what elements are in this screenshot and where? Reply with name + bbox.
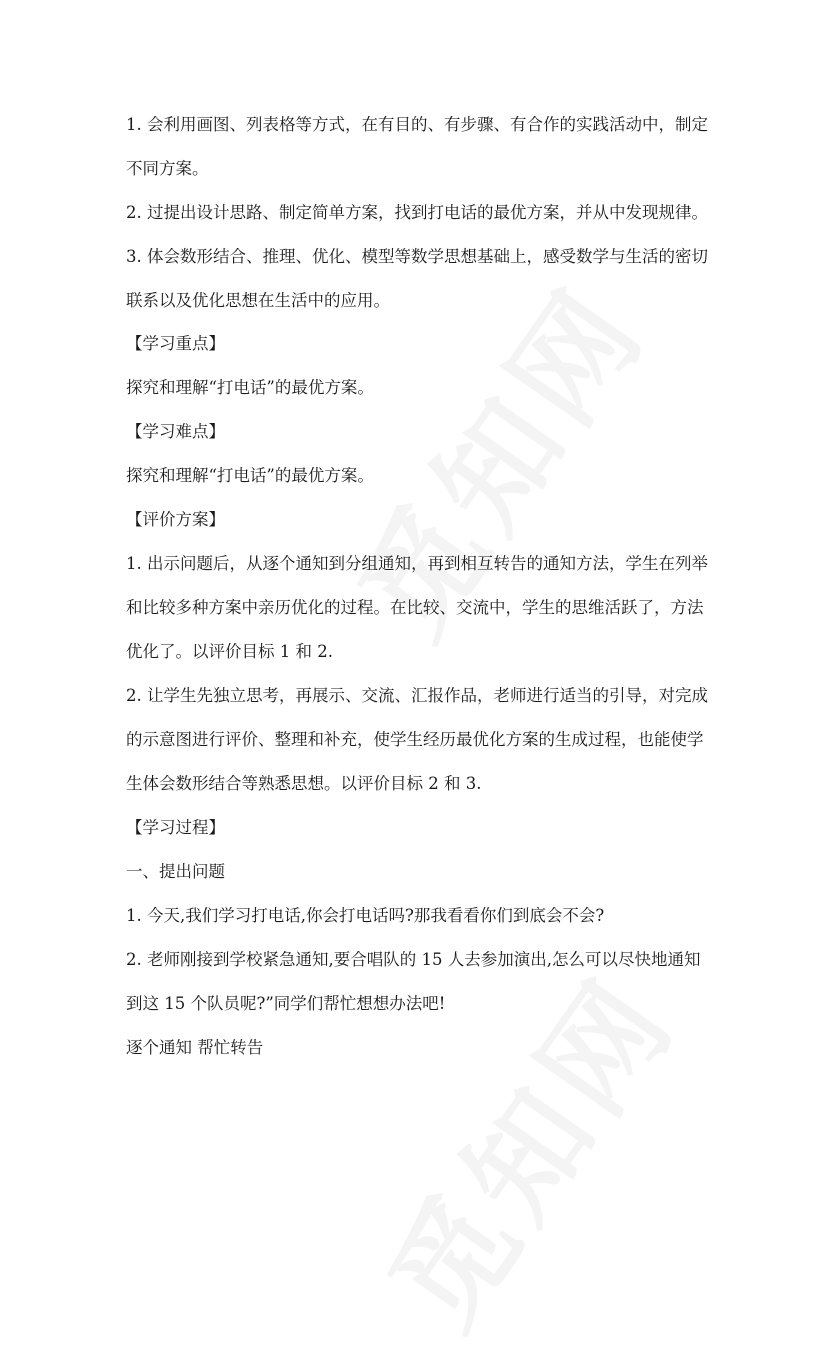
objective-1-line-2: 不同方案。	[126, 159, 209, 178]
process-1: 1. 今天,我们学习打电话,你会打电话吗?那我看看你们到底会不会?	[126, 906, 605, 925]
evaluation-1-line-2: 和比较多种方案中亲历优化的过程。在比较、交流中，学生的思维活跃了，方法	[126, 598, 704, 617]
objective-3-line-2: 联系以及优化思想在生活中的应用。	[126, 291, 390, 310]
objective-3-line-1: 3. 体会数形结合、推理、优化、模型等数学思想基础上，感受数学与生活的密切	[126, 247, 708, 266]
difficulties-text: 探究和理解“打电话”的最优方案。	[126, 466, 374, 485]
notify-methods: 逐个通知 帮忙转告	[126, 1038, 264, 1057]
section-raise-question: 一、提出问题	[126, 862, 225, 881]
evaluation-1-line-3: 优化了。以评价目标 1 和 2.	[126, 642, 333, 661]
heading-evaluation: 【评价方案】	[126, 510, 225, 529]
objective-2: 2. 过提出设计思路、制定简单方案，找到打电话的最优方案，并从中发现规律。	[126, 203, 708, 222]
evaluation-2-line-2: 的示意图进行评价、整理和补充，使学生经历最优化方案的生成过程，也能使学	[126, 730, 704, 749]
key-points-text: 探究和理解“打电话”的最优方案。	[126, 378, 374, 397]
process-2-line-1: 2. 老师刚接到学校紧急通知,要合唱队的 15 人去参加演出,怎么可以尽快地通知	[126, 950, 701, 969]
objective-1-line-1: 1. 会利用画图、列表格等方式，在有目的、有步骤、有合作的实践活动中，制定	[126, 115, 708, 134]
evaluation-2-line-1: 2. 让学生先独立思考，再展示、交流、汇报作品，老师进行适当的引导，对完成	[126, 686, 708, 705]
evaluation-2-line-3: 生体会数形结合等熟悉思想。以评价目标 2 和 3.	[126, 774, 482, 793]
heading-key-points: 【学习重点】	[126, 334, 225, 353]
evaluation-1-line-1: 1. 出示问题后，从逐个通知到分组通知，再到相互转告的通知方法，学生在列举	[126, 554, 708, 573]
heading-process: 【学习过程】	[126, 818, 225, 837]
process-2-line-2: 到这 15 个队员呢?”同学们帮忙想想办法吧!	[126, 994, 446, 1013]
heading-difficulties: 【学习难点】	[126, 422, 225, 441]
